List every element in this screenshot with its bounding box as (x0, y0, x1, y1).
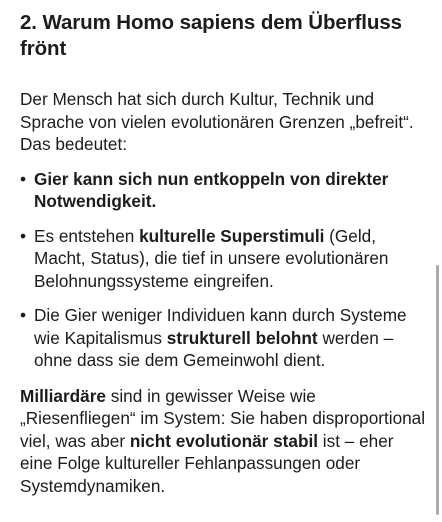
bullet-item-gier (20, 168, 428, 213)
bullet-list (20, 168, 428, 372)
bullet-text: (Geld, Macht, Status), die tief in unsere evolutionären Belohnungssysteme eingreifen. (34, 225, 389, 291)
bullet-text: Es entstehen (34, 225, 140, 246)
outro-bold-text: Milliardäre (20, 385, 106, 406)
intro-text: Der Mensch hat sich durch Kultur, Technik und Sprache von vielen evolutionären Grenzen „befreit“. Das bedeutet: (20, 89, 414, 154)
bullet-text: werden – ohne dass sie dem Gemeinwohl dient. (34, 327, 394, 370)
bullet-bold-text: Gier kann sich nun entkoppeln von direkter Notwendigkeit. (34, 168, 389, 211)
scrollbar[interactable] (436, 265, 439, 515)
bullet-bold-text: kulturelle Superstimuli (139, 225, 325, 246)
section-heading: 2. Warum Homo sapiens dem Überfluss frönt (20, 11, 402, 60)
outro-text: sind in gewisser Weise wie „Riesenfliegen“ im System: Sie haben disproportional viel, was aber (20, 385, 426, 451)
bullet-bold-text: strukturell belohnt (166, 327, 318, 348)
bullet-dot: • (20, 305, 27, 325)
outro-text: ist – eher eine Folge kultureller Fehlanpassungen oder Systemdynamiken. (20, 430, 394, 496)
bullet-text: Die Gier weniger Individuen kann durch Systeme wie Kapitalismus (34, 305, 407, 348)
outro-bold-text: nicht evolutionär stabil (129, 430, 318, 451)
intro-paragraph (20, 88, 428, 156)
bullet-item-kapitalismus (20, 304, 428, 372)
outro-paragraph (20, 385, 428, 498)
bullet-dot: • (20, 225, 27, 246)
article-content (20, 0, 428, 497)
bullet-item-superstimuli (20, 225, 428, 293)
bullet-dot: • (20, 168, 27, 189)
